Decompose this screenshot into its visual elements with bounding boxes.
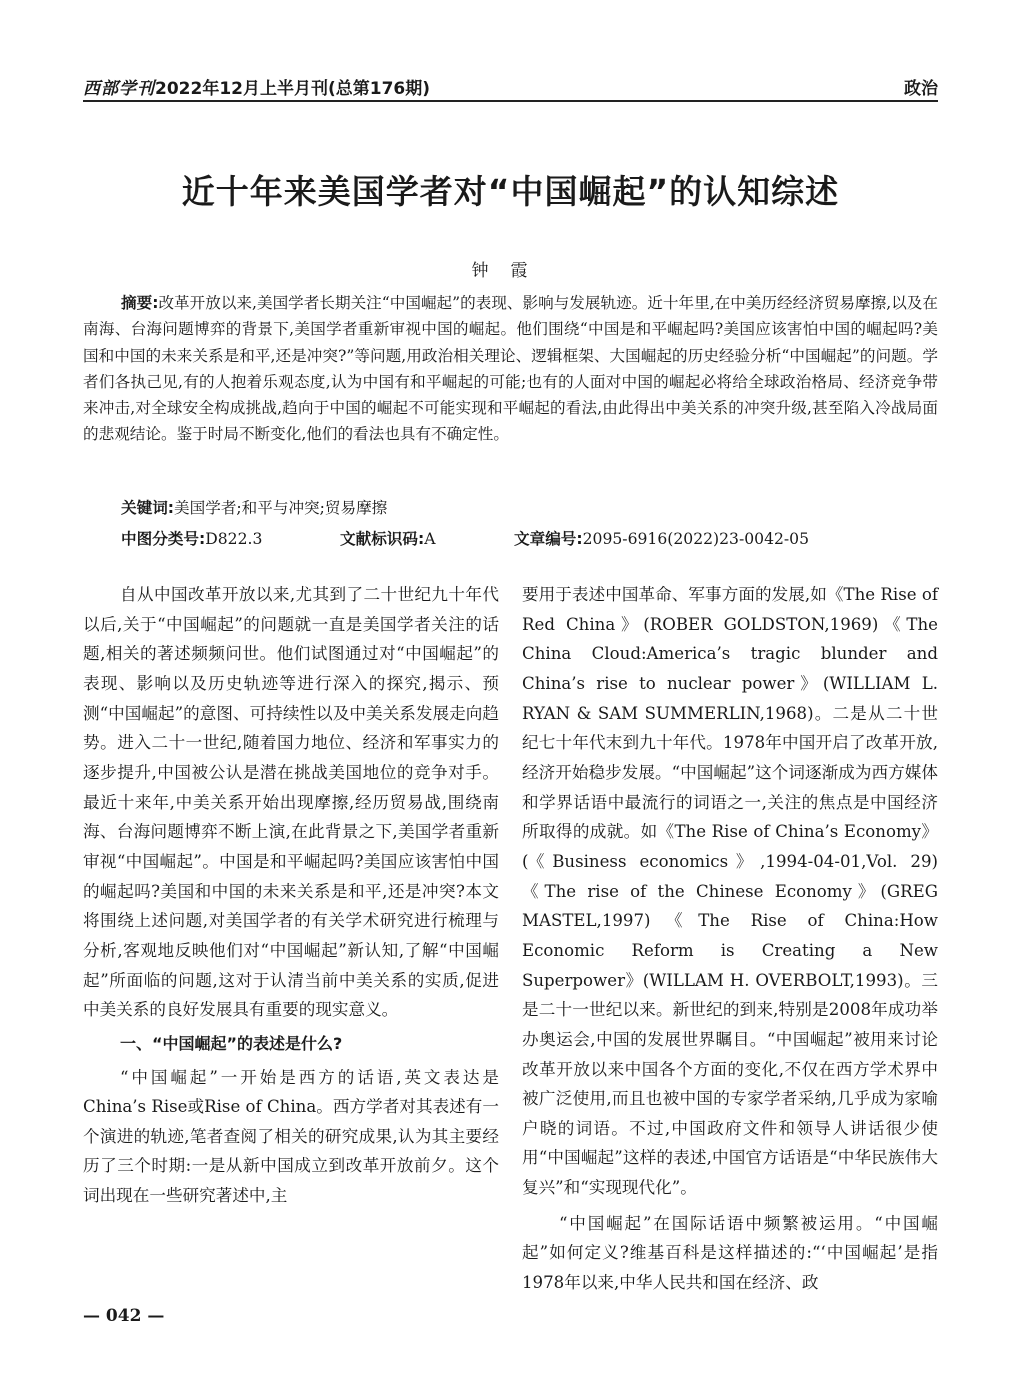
- author-name: 钟霞: [471, 261, 550, 281]
- running-header: [83, 70, 938, 102]
- abstract-text: 改革开放以来,美国学者长期关注“中国崛起”的表现、影响与发展轨迹。近十年里,在中美历经经济贸易摩擦,以及在南海、台海问题博弈的背景下,美国学者重新审视中国的崛起。他们围绕“中国是和平崛起吗?美国应该害怕中国的崛起吗?美国和中国的未来关系是和平,还是冲突?”等问题,用政治相关理论、逻辑框架、大国崛起的历史经验分析“中国崛起”的问题。学者们各执己见,有的人抱着乐观态度,认为中国有和平崛起的可能;也有的人面对中国的崛起必将给全球政治格局、经济竞争带来冲击,对全球安全构成挑战,趋向于中国的崛起不可能实现和平崛起的看法,由此得出中美关系的冲突升级,甚至陷入冷战局面的悲观结论。鉴于时局不断变化,他们的看法也具有不确定性。: [83, 294, 938, 444]
- article-title: 近十年来美国学者对“中国崛起”的认知综述: [181, 172, 840, 211]
- issue-label: 2022年12月上半月刊(总第176期): [155, 79, 430, 99]
- keywords: [121, 496, 938, 518]
- keywords-label: 关键词:: [121, 499, 175, 517]
- journal-issue-line: [83, 74, 430, 99]
- page-number: — 042 —: [83, 1306, 165, 1326]
- article-number-label: 文章编号:: [514, 530, 583, 548]
- doc-code-value: A: [424, 530, 436, 548]
- body-paragraph: 自从中国改革开放以来,尤其到了二十世纪九十年代以后,关于“中国崛起”的问题就一直是美国学者关注的话题,相关的著述频频问世。他们试图通过对“中国崛起”的表现、影响以及历史轨迹等进行深入的探究,揭示、预测“中国崛起”的意图、可持续性以及中美关系发展走向趋势。进入二十一世纪,随着国力地位、经济和军事实力的逐步提升,中国被公认是潜在挑战美国地位的竞争对手。最近十来年,中美关系开始出现摩擦,经历贸易战,围绕南海、台海问题博弈不断上演,在此背景之下,美国学者重新审视“中国崛起”。中国是和平崛起吗?美国应该害怕中国的崛起吗?美国和中国的未来关系是和平,还是冲突?本文将围绕上述问题,对美国学者的有关学术研究进行梳理与分析,客观地反映他们对“中国崛起”新认知,了解“中国崛起”所面临的问题,这对于认清当前中美关系的实质,促进中美关系的良好发展具有重要的现实意义。: [83, 585, 499, 1020]
- abstract-label: 摘要:: [121, 294, 159, 312]
- clc-label: 中图分类号:: [121, 530, 206, 548]
- article-number-value: 2095-6916(2022)23-0042-05: [582, 530, 810, 548]
- body-paragraph: 要用于表述中国革命、军事方面的发展,如《The Rise of Red China》(ROBER GOLDSTON,1969)《The China Cloud:America’s tragic blunder and China’s rise to nuclear power》(WILLIAM L. RYAN & SAM SUMMERLIN,1968)。二是从二十世纪七十年代末到九十年代。1978年中国开启了改革开放,经济开始稳步发展。“中国崛起”这个词逐渐成为西方媒体和学界话语中最流行的词语之一,关注的焦点是中国经济所取得的成就。如《The Rise of China’s Economy》(《Business economics》,1994-04-01,Vol. 29)《The rise of the Chinese Economy》(GREG MASTEL,1997)《The Rise of China:How Economic Reform is Creating a New Superpower》(WILLAM H. OVERBOLT,1993)。三是二十一世纪以来。新世纪的到来,特别是2008年成功举办奥运会,中国的发展世界瞩目。“中国崛起”被用来讨论改革开放以来中国各个方面的变化,不仅在西方学术界中被广泛使用,而且也被中国的专家学者采纳,几乎成为家喻户晓的词语。不过,中国政府文件和领导人讲话很少使用“中国崛起”这样的表述,中国官方话语是“中华民族伟大复兴”和“实现现代化”。: [522, 585, 938, 1198]
- abstract: [83, 290, 938, 448]
- body-paragraph: “中国崛起”在国际话语中频繁被运用。“中国崛起”如何定义?维基百科是这样描述的:“‘中国崛起’是指1978年以来,中华人民共和国在经济、政: [522, 1213, 938, 1293]
- section-heading: 一、“中国崛起”的表述是什么?: [120, 1033, 343, 1053]
- clc-value: D822.3: [205, 530, 263, 548]
- article-number: [514, 527, 809, 549]
- keywords-text: 美国学者;和平与冲突;贸易摩擦: [174, 499, 388, 517]
- journal-logo: 西部学刊: [83, 79, 155, 99]
- doc-code-label: 文献标识码:: [340, 530, 425, 548]
- body-column-right: [522, 580, 938, 1298]
- body-paragraph: “中国崛起”一开始是西方的话语,英文表达是China’s Rise或Rise of China。西方学者对其表述有一个演进的轨迹,笔者查阅了相关的研究成果,认为其主要经历了三个时期:一是从新中国成立到改革开放前夕。这个词出现在一些研究著述中,主: [83, 1067, 499, 1206]
- body-column-left: [83, 580, 499, 1211]
- clc-number: [121, 527, 262, 549]
- section-label: 政治: [904, 79, 938, 99]
- document-code: [340, 527, 435, 549]
